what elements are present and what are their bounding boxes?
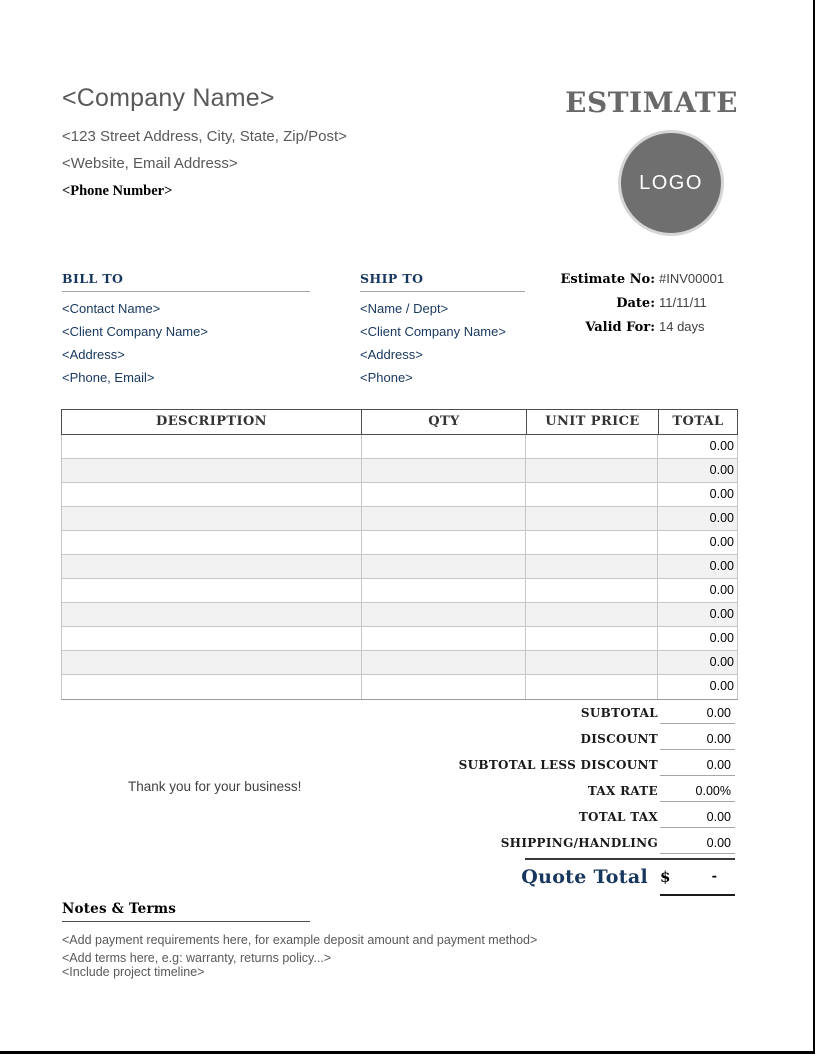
- line-item-unit-price-cell: [526, 459, 658, 482]
- line-item-description-cell: [62, 435, 362, 458]
- notes-terms-line: <Include project timeline>: [62, 965, 205, 979]
- line-item-row: [62, 675, 737, 699]
- totals-row-label: SHIPPING/HANDLING: [500, 836, 658, 850]
- line-item-total-cell: 0.00: [709, 535, 734, 549]
- line-item-description-cell: [62, 675, 362, 699]
- line-item-unit-price-cell: [526, 531, 658, 554]
- bill-to-line: <Client Company Name>: [62, 324, 208, 339]
- totals-row-label: DISCOUNT: [580, 732, 658, 746]
- line-item-description-cell: [62, 507, 362, 530]
- line-item-unit-price-cell: [526, 507, 658, 530]
- totals-row: [305, 700, 735, 726]
- company-phone: <Phone Number>: [62, 183, 173, 199]
- line-item-qty-cell: [362, 483, 526, 506]
- bill-to-section: [62, 271, 310, 384]
- line-item-total-cell: 0.00: [709, 607, 734, 621]
- line-items-table: [61, 409, 738, 700]
- estimate-meta-value: 14 days: [659, 319, 705, 334]
- line-item-row: [62, 435, 737, 459]
- totals-row: [305, 830, 735, 856]
- line-item-unit-price-cell: [526, 555, 658, 578]
- totals-summary: [305, 700, 735, 896]
- line-items-column-header: DESCRIPTION: [62, 410, 362, 434]
- line-item-unit-price-cell: [526, 627, 658, 650]
- notes-terms-line: <Add terms here, e.g: warranty, returns policy...>: [62, 951, 332, 965]
- bill-to-heading: BILL TO: [62, 271, 310, 292]
- estimate-meta-label: Date:: [616, 296, 655, 311]
- notes-terms-heading: Notes & Terms: [62, 901, 310, 922]
- line-item-unit-price-cell: [526, 675, 658, 699]
- totals-row-label: SUBTOTAL LESS DISCOUNT: [458, 758, 658, 772]
- line-item-description-cell: [62, 555, 362, 578]
- line-item-row: [62, 555, 737, 579]
- notes-terms-section: [62, 901, 702, 979]
- line-item-total-cell: 0.00: [709, 655, 734, 669]
- line-item-row: [62, 507, 737, 531]
- line-item-qty-cell: [362, 555, 526, 578]
- ship-to-line: <Address>: [360, 347, 423, 362]
- totals-row-value: 0.00: [660, 703, 735, 724]
- notes-terms-line: <Add payment requirements here, for example deposit amount and payment method>: [62, 933, 538, 947]
- line-item-row: [62, 627, 737, 651]
- line-items-column-header: UNIT PRICE: [527, 410, 659, 434]
- line-item-row: [62, 459, 737, 483]
- estimate-meta-label: Estimate No:: [560, 272, 655, 287]
- estimate-meta-row: [540, 271, 737, 288]
- quote-total-value: -: [711, 869, 717, 884]
- estimate-meta-value: 11/11/11: [659, 295, 707, 310]
- company-name: <Company Name>: [62, 84, 275, 112]
- ship-to-heading: SHIP TO: [360, 271, 525, 292]
- line-items-header-row: [61, 409, 738, 435]
- line-item-row: [62, 483, 737, 507]
- totals-row: [305, 726, 735, 752]
- company-website-email: <Website, Email Address>: [62, 155, 238, 172]
- line-item-qty-cell: [362, 627, 526, 650]
- line-item-description-cell: [62, 483, 362, 506]
- bill-to-line: <Contact Name>: [62, 301, 161, 316]
- estimate-meta-label: Valid For:: [585, 320, 655, 335]
- line-item-unit-price-cell: [526, 435, 658, 458]
- ship-to-line: <Name / Dept>: [360, 301, 449, 316]
- line-item-description-cell: [62, 651, 362, 674]
- quote-total-amount: [660, 868, 735, 886]
- estimate-meta-value: #INV00001: [659, 271, 725, 286]
- totals-row-value: 0.00: [660, 729, 735, 750]
- totals-row-value: 0.00: [660, 807, 735, 828]
- totals-row-value: 0.00%: [660, 781, 735, 802]
- estimate-meta-row: [540, 319, 737, 336]
- line-item-unit-price-cell: [526, 603, 658, 626]
- totals-row-label: TAX RATE: [587, 784, 658, 798]
- line-item-total-cell: 0.00: [709, 439, 734, 453]
- line-item-total-cell: 0.00: [709, 487, 734, 501]
- document-title: ESTIMATE: [565, 86, 738, 119]
- line-item-description-cell: [62, 579, 362, 602]
- line-item-row: [62, 603, 737, 627]
- thank-you-message: Thank you for your business!: [128, 779, 302, 794]
- line-item-qty-cell: [362, 459, 526, 482]
- line-item-qty-cell: [362, 603, 526, 626]
- line-item-qty-cell: [362, 579, 526, 602]
- line-item-description-cell: [62, 627, 362, 650]
- line-item-unit-price-cell: [526, 651, 658, 674]
- line-item-qty-cell: [362, 435, 526, 458]
- ship-to-line: <Client Company Name>: [360, 324, 506, 339]
- quote-total-currency: $: [660, 867, 671, 886]
- line-item-total-cell: 0.00: [709, 559, 734, 573]
- line-item-description-cell: [62, 531, 362, 554]
- line-item-row: [62, 651, 737, 675]
- line-item-row: [62, 579, 737, 603]
- quote-total-row: [305, 860, 735, 893]
- totals-row: [305, 778, 735, 804]
- totals-row-label: TOTAL TAX: [578, 810, 658, 824]
- logo-text: LOGO: [639, 171, 703, 194]
- line-item-qty-cell: [362, 651, 526, 674]
- quote-total-underline: [660, 894, 735, 896]
- line-item-qty-cell: [362, 531, 526, 554]
- bill-to-line: <Address>: [62, 347, 125, 362]
- line-items-column-header: QTY: [362, 410, 527, 434]
- bill-to-line: <Phone, Email>: [62, 370, 155, 385]
- line-item-total-cell: 0.00: [709, 511, 734, 525]
- line-item-unit-price-cell: [526, 579, 658, 602]
- totals-row: [305, 752, 735, 778]
- ship-to-section: [360, 271, 525, 384]
- totals-rows: [305, 700, 735, 856]
- estimate-meta-row: [540, 295, 737, 312]
- line-item-description-cell: [62, 603, 362, 626]
- ship-to-line: <Phone>: [360, 370, 413, 385]
- totals-row: [305, 804, 735, 830]
- line-item-row: [62, 531, 737, 555]
- line-items-column-header: TOTAL: [672, 414, 724, 429]
- line-item-qty-cell: [362, 507, 526, 530]
- company-block: [62, 84, 347, 200]
- line-item-total-cell: 0.00: [709, 679, 734, 693]
- line-item-total-cell: 0.00: [709, 463, 734, 477]
- totals-row-value: 0.00: [660, 833, 735, 854]
- totals-row-label: SUBTOTAL: [580, 706, 658, 720]
- company-address: <123 Street Address, City, State, Zip/Post>: [62, 128, 347, 145]
- line-item-qty-cell: [362, 675, 526, 699]
- logo-placeholder: [618, 130, 724, 236]
- line-items-body: [61, 435, 738, 700]
- line-item-total-cell: 0.00: [709, 583, 734, 597]
- estimate-meta: [540, 271, 737, 343]
- line-item-description-cell: [62, 459, 362, 482]
- line-item-total-cell: 0.00: [709, 631, 734, 645]
- totals-row-value: 0.00: [660, 755, 735, 776]
- line-item-unit-price-cell: [526, 483, 658, 506]
- quote-total-label: Quote Total: [521, 865, 648, 888]
